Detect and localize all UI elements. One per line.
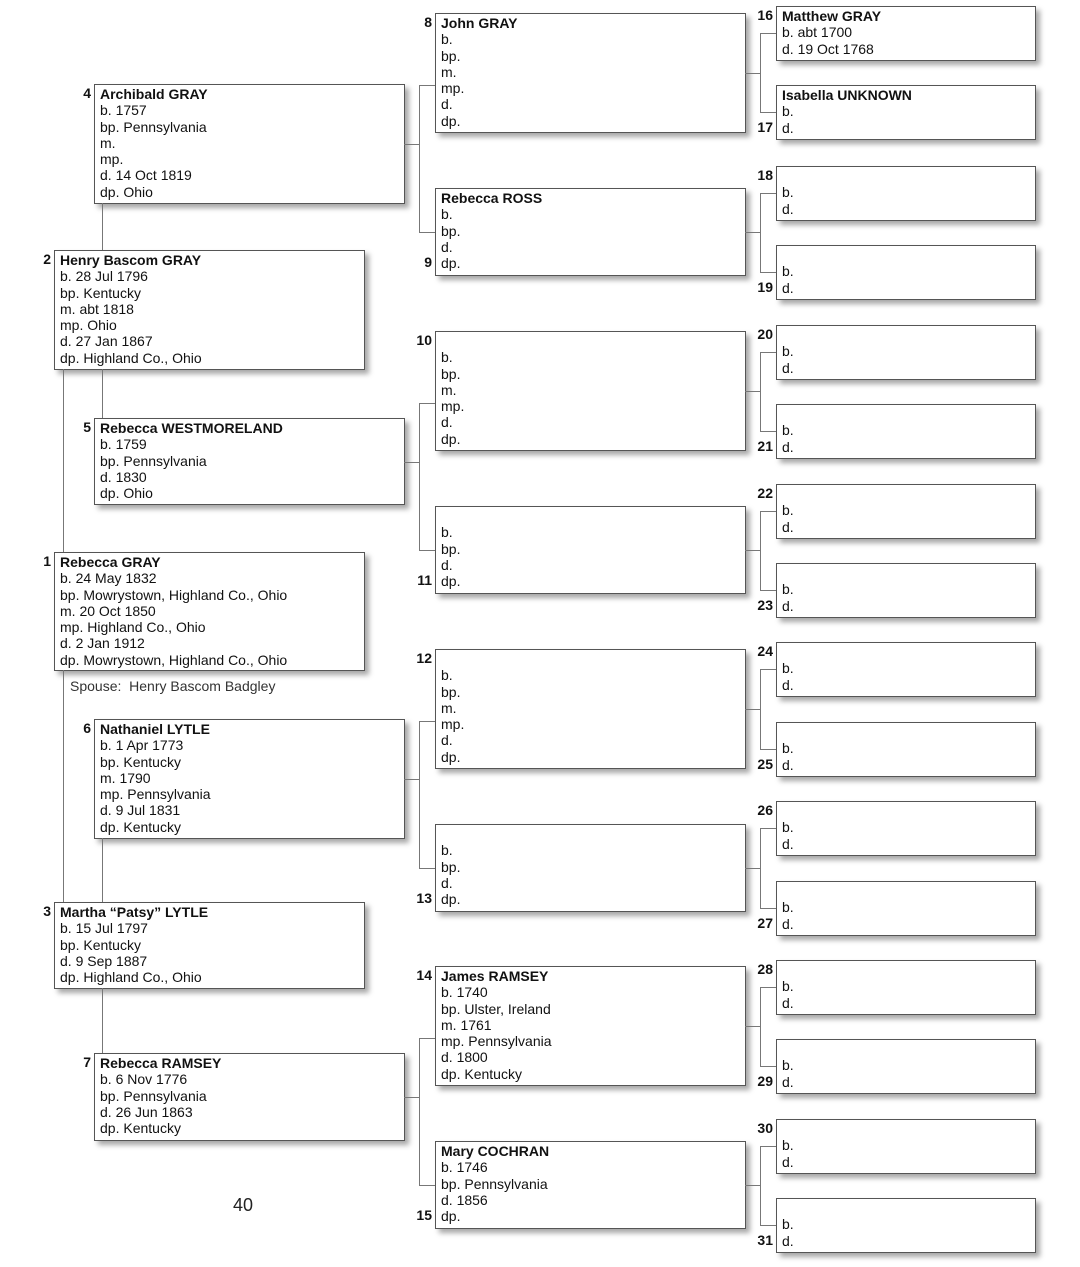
person-name: Nathaniel LYTLE [100, 721, 210, 737]
person-fact: d. 9 Jul 1831 [100, 802, 181, 819]
connector-line [745, 1026, 760, 1027]
person-name [441, 651, 745, 667]
connector-line [745, 73, 760, 74]
person-box-18[interactable] [776, 166, 1036, 221]
ahnentafel-number: 25 [757, 755, 773, 772]
ahnentafel-number: 28 [757, 961, 773, 977]
person-fact: b. [441, 667, 453, 684]
connector-line [404, 144, 419, 145]
person-box-8[interactable] [435, 13, 746, 133]
person-fact: dp. [441, 891, 461, 908]
person-fact: d. 9 Sep 1887 [60, 952, 148, 969]
person-fact: dp. Kentucky [100, 818, 181, 835]
person-fact: d. 1800 [441, 1049, 488, 1066]
person-fact: bp. [441, 540, 461, 557]
person-fact: mp. [441, 716, 465, 733]
connector-line [760, 669, 761, 749]
person-name: Rebecca WESTMORELAND [100, 420, 283, 436]
person-name [782, 1121, 1035, 1137]
ahnentafel-number: 22 [757, 485, 773, 501]
person-box-24[interactable] [776, 642, 1036, 697]
connector-line [760, 1146, 776, 1147]
person-fact: d. [782, 597, 794, 614]
person-fact: b. [441, 206, 453, 223]
person-fact: b. 6 Nov 1776 [100, 1071, 188, 1088]
person-fact: d. 2 Jan 1912 [60, 635, 145, 652]
person-fact: dp. [441, 748, 461, 765]
person-fact: dp. Ohio [100, 183, 153, 200]
person-fact: b. 1 Apr 1773 [100, 737, 184, 754]
person-box-31[interactable] [776, 1198, 1036, 1253]
person-fact: mp. Pennsylvania [100, 786, 211, 803]
person-fact: mp. [441, 398, 465, 415]
person-fact: d. [782, 279, 794, 296]
person-box-28[interactable] [776, 960, 1036, 1015]
person-fact: dp. [441, 573, 461, 590]
ahnentafel-number: 31 [757, 1231, 773, 1248]
person-name [782, 724, 1035, 740]
connector-line [102, 369, 103, 418]
ahnentafel-number: 5 [83, 419, 91, 435]
person-fact: dp. Mowrystown, Highland Co., Ohio [60, 651, 288, 668]
ahnentafel-number: 6 [83, 720, 91, 736]
person-box-23[interactable] [776, 563, 1036, 618]
ahnentafel-number: 8 [424, 14, 432, 30]
person-fact: dp. [441, 255, 461, 272]
ahnentafel-number: 24 [757, 643, 773, 659]
connector-line [419, 232, 435, 233]
connector-line [760, 431, 776, 432]
person-fact: bp. Pennsylvania [100, 118, 207, 135]
person-box-4[interactable] [94, 84, 405, 204]
connector-line [760, 511, 776, 512]
ahnentafel-number: 11 [417, 572, 432, 589]
connector-line [760, 828, 761, 908]
person-name [782, 1041, 1035, 1057]
person-fact: d. 1856 [441, 1191, 488, 1208]
person-name [441, 333, 745, 349]
person-fact: b. [782, 1137, 794, 1154]
person-fact: bp. Mowrystown, Highland Co., Ohio [60, 586, 288, 603]
person-fact: b. [782, 819, 794, 836]
connector-line [760, 590, 776, 591]
connector-line [760, 1225, 776, 1226]
person-fact: b. [782, 1057, 794, 1074]
connector-line [419, 550, 435, 551]
person-fact: bp. Pennsylvania [100, 1087, 207, 1104]
person-fact: d. 26 Jun 1863 [100, 1103, 193, 1120]
person-fact: d. 27 Jan 1867 [60, 333, 153, 350]
ahnentafel-number: 26 [757, 802, 773, 818]
person-name: Rebecca RAMSEY [100, 1055, 222, 1071]
ahnentafel-number: 17 [757, 118, 773, 135]
person-fact: b. [782, 978, 794, 995]
ahnentafel-number: 3 [43, 903, 51, 919]
person-fact: dp. Kentucky [441, 1065, 522, 1082]
person-fact: bp. Kentucky [100, 753, 181, 770]
person-box-3[interactable] [54, 902, 365, 989]
person-fact: b. 15 Jul 1797 [60, 920, 148, 937]
person-fact: b. 1740 [441, 984, 488, 1001]
connector-line [419, 721, 435, 722]
person-name: Martha “Patsy” LYTLE [60, 904, 209, 920]
ahnentafel-number: 21 [757, 437, 773, 454]
person-fact: bp. [441, 222, 461, 239]
person-name [782, 962, 1035, 978]
person-fact: m. [100, 134, 116, 151]
person-box-14[interactable] [435, 966, 746, 1086]
connector-line [745, 868, 760, 869]
person-fact: b. [441, 349, 453, 366]
connector-line [760, 1066, 776, 1067]
connector-line [760, 193, 761, 272]
person-box-22[interactable] [776, 484, 1036, 539]
person-name [782, 327, 1035, 343]
connector-line [760, 669, 776, 670]
connector-line [760, 511, 761, 590]
person-name: James RAMSEY [441, 968, 549, 984]
person-box-16[interactable] [776, 6, 1036, 61]
connector-line [419, 1185, 435, 1186]
person-fact: bp. Kentucky [60, 936, 141, 953]
person-name [782, 565, 1035, 581]
connector-line [760, 908, 776, 909]
connector-line [745, 1185, 760, 1186]
person-fact: dp. Highland Co., Ohio [60, 969, 202, 986]
person-fact: m. [441, 699, 457, 716]
connector-line [760, 1146, 761, 1225]
person-name: Rebecca ROSS [441, 190, 543, 206]
person-fact: mp. Pennsylvania [441, 1033, 552, 1050]
person-box-12[interactable] [435, 649, 746, 769]
person-name: Matthew GRAY [782, 8, 882, 24]
person-fact: d. [782, 676, 794, 693]
person-fact: b. 1757 [100, 102, 147, 119]
connector-line [760, 987, 761, 1066]
person-box-13[interactable] [435, 824, 746, 912]
ahnentafel-number: 16 [757, 7, 773, 23]
person-fact: d. [782, 835, 794, 852]
person-name: Henry Bascom GRAY [60, 252, 202, 268]
person-fact: d. [441, 96, 453, 113]
person-box-9[interactable] [435, 188, 746, 276]
person-fact: dp. [441, 1208, 461, 1225]
person-fact: b. 28 Jul 1796 [60, 268, 148, 285]
person-fact: b. [782, 660, 794, 677]
person-box-7[interactable] [94, 1053, 405, 1141]
person-fact: m. abt 1818 [60, 300, 134, 317]
person-fact: dp. Highland Co., Ohio [60, 349, 202, 366]
connector-line [745, 550, 760, 551]
person-name: Isabella UNKNOWN [782, 87, 912, 103]
connector-line [404, 1097, 419, 1098]
person-fact: d. [782, 915, 794, 932]
person-fact: d. [782, 994, 794, 1011]
connector-line [760, 987, 776, 988]
person-fact: b. [782, 422, 794, 439]
person-fact: d. [441, 732, 453, 749]
person-box-11[interactable] [435, 506, 746, 594]
person-fact: d. [782, 200, 794, 217]
person-fact: dp. [441, 430, 461, 447]
connector-line [745, 391, 760, 392]
person-fact: b. [782, 184, 794, 201]
ahnentafel-number: 12 [416, 650, 432, 666]
person-fact: bp. [441, 365, 461, 382]
person-fact: d. [782, 1073, 794, 1090]
person-fact: m. 1761 [441, 1016, 492, 1033]
person-box-27[interactable] [776, 881, 1036, 936]
person-fact: b. [441, 31, 453, 48]
ahnentafel-number: 7 [83, 1054, 91, 1070]
person-box-17[interactable] [776, 85, 1036, 140]
person-box-25[interactable] [776, 722, 1036, 777]
person-fact: d. [782, 359, 794, 376]
person-fact: bp. [441, 683, 461, 700]
person-fact: m. [441, 63, 457, 80]
person-name: Mary COCHRAN [441, 1143, 550, 1159]
ahnentafel-number: 20 [757, 326, 773, 342]
person-fact: bp. [441, 858, 461, 875]
person-fact: d. [441, 238, 453, 255]
connector-line [760, 112, 776, 113]
ahnentafel-number: 23 [757, 596, 773, 613]
connector-line [404, 462, 419, 463]
person-fact: d. [782, 438, 794, 455]
connector-line [419, 868, 435, 869]
person-fact: b. [782, 343, 794, 360]
connector-line [419, 85, 420, 232]
person-name [782, 803, 1035, 819]
connector-line [63, 369, 64, 552]
person-fact: d. [782, 1153, 794, 1170]
person-fact: m. [441, 381, 457, 398]
person-box-1[interactable] [54, 552, 365, 671]
person-fact: b. [782, 1216, 794, 1233]
person-fact: b. [441, 524, 453, 541]
person-name [782, 883, 1035, 899]
ahnentafel-number: 10 [416, 332, 432, 348]
person-fact: d. 1830 [100, 468, 147, 485]
person-fact: bp. Kentucky [60, 284, 141, 301]
person-name [782, 1200, 1035, 1216]
connector-line [102, 203, 103, 250]
person-fact: m. 20 Oct 1850 [60, 602, 156, 619]
person-fact: mp. [100, 151, 124, 168]
person-fact: dp. Ohio [100, 485, 153, 502]
person-fact: d. [782, 518, 794, 535]
person-fact: bp. Pennsylvania [100, 452, 207, 469]
person-name [782, 168, 1035, 184]
person-box-29[interactable] [776, 1039, 1036, 1094]
person-fact: d. [782, 119, 794, 136]
connector-line [760, 352, 776, 353]
person-fact: b. 1746 [441, 1159, 488, 1176]
person-fact: d. 14 Oct 1819 [100, 167, 192, 184]
person-name [782, 247, 1035, 263]
connector-line [760, 33, 761, 112]
connector-line [419, 1038, 420, 1185]
person-fact: dp. Kentucky [100, 1120, 181, 1137]
connector-line [404, 779, 419, 780]
person-box-2[interactable] [54, 250, 365, 370]
connector-line [419, 85, 435, 86]
connector-line [760, 193, 776, 194]
connector-line [745, 709, 760, 710]
connector-line [760, 828, 776, 829]
person-name: Archibald GRAY [100, 86, 208, 102]
connector-line [760, 272, 776, 273]
person-name [782, 486, 1035, 502]
ahnentafel-number: 9 [424, 254, 432, 271]
spouse-note: Spouse: Henry Bascom Badgley [70, 678, 276, 694]
ahnentafel-number: 19 [757, 278, 773, 295]
person-name: Rebecca GRAY [60, 554, 161, 570]
connector-line [745, 232, 760, 233]
person-fact: d. [441, 414, 453, 431]
person-fact: d. [782, 1232, 794, 1249]
person-fact: bp. [441, 47, 461, 64]
person-fact: mp. [441, 80, 465, 97]
person-fact: mp. Ohio [60, 317, 117, 334]
page-number: 40 [233, 1195, 254, 1215]
person-fact: b. [782, 263, 794, 280]
person-name: John GRAY [441, 15, 518, 31]
person-fact: b. [782, 740, 794, 757]
person-name [782, 406, 1035, 422]
ahnentafel-number: 30 [757, 1120, 773, 1136]
person-fact: m. 1790 [100, 769, 151, 786]
person-fact: d. 19 Oct 1768 [782, 40, 874, 57]
connector-line [760, 33, 776, 34]
ahnentafel-number: 13 [416, 890, 432, 907]
connector-line [419, 721, 420, 868]
ahnentafel-number: 15 [416, 1207, 432, 1224]
person-fact: d. [441, 874, 453, 891]
person-fact: bp. Ulster, Ireland [441, 1000, 551, 1017]
person-box-19[interactable] [776, 245, 1036, 300]
person-fact: dp. [441, 112, 461, 129]
connector-line [419, 403, 420, 550]
person-fact: bp. Pennsylvania [441, 1175, 548, 1192]
connector-line [102, 838, 103, 902]
person-box-30[interactable] [776, 1119, 1036, 1174]
person-box-5[interactable] [94, 418, 405, 505]
connector-line [419, 1038, 435, 1039]
person-fact: b. [441, 842, 453, 859]
person-fact: b. 1759 [100, 436, 147, 453]
person-fact: b. abt 1700 [782, 24, 853, 41]
person-box-10[interactable] [435, 331, 746, 451]
ahnentafel-number: 29 [757, 1072, 773, 1089]
person-fact: d. [782, 756, 794, 773]
ahnentafel-number: 14 [416, 967, 432, 983]
person-fact: d. [441, 556, 453, 573]
connector-line [760, 749, 776, 750]
ahnentafel-number: 1 [43, 553, 51, 569]
ahnentafel-number: 18 [757, 167, 773, 183]
person-fact: b. [782, 581, 794, 598]
connector-line [102, 988, 103, 1053]
person-name [441, 826, 745, 842]
ahnentafel-number: 27 [757, 914, 773, 931]
ahnentafel-number: 2 [43, 251, 51, 267]
ahnentafel-number: 4 [83, 85, 91, 101]
person-box-20[interactable] [776, 325, 1036, 380]
person-box-21[interactable] [776, 404, 1036, 459]
person-fact: mp. Highland Co., Ohio [60, 619, 206, 636]
person-fact: b. [782, 502, 794, 519]
person-box-15[interactable] [435, 1141, 746, 1229]
person-fact: b. [782, 899, 794, 916]
person-box-26[interactable] [776, 801, 1036, 856]
connector-line [419, 403, 435, 404]
connector-line [63, 670, 64, 902]
connector-line [760, 352, 761, 431]
person-fact: b. [782, 103, 794, 120]
person-name [782, 644, 1035, 660]
person-box-6[interactable] [94, 719, 405, 839]
person-fact: b. 24 May 1832 [60, 570, 157, 587]
person-name [441, 508, 745, 524]
